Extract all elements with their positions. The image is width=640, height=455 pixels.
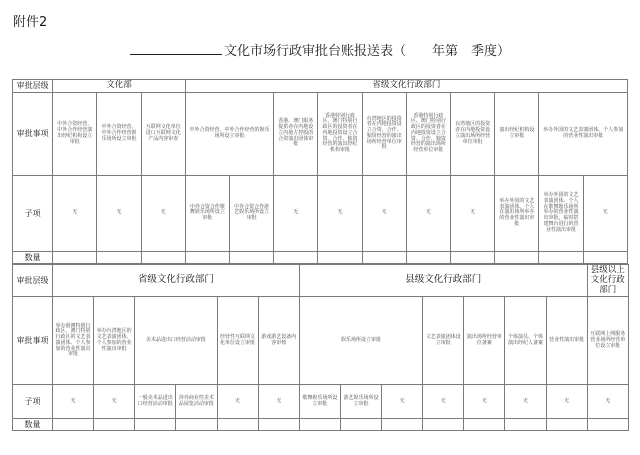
sub-cell: 无 [318,175,362,251]
matter-cell: 个体演员、个体演出经纪人备案 [505,297,546,385]
sub-cell: 中外合资合作歌舞娱乐场所设立审批 [185,175,229,251]
matter-cell: 香港特别行政区、澳门特别行政区的投资者在内地投资设立合资、合作、独资经营的演出场所经营单位审批 [406,92,450,175]
row-label-matter: 审批事项 [13,92,53,175]
sub-cell: 无 [546,385,587,419]
row-label-sub: 子项 [13,385,53,419]
count-cell[interactable] [546,419,587,431]
sub-cell: 无 [464,385,505,419]
row-label-matter: 审批事项 [13,297,53,385]
ledger-table-1 [12,79,628,264]
count-cell[interactable] [587,419,628,431]
sub-cell: 无 [583,175,627,251]
sub-cell: 无 [97,175,141,251]
sub-cell: 无 [382,385,423,419]
count-cell[interactable] [176,419,217,431]
matter-cell: 台湾地区的投资者在内地投资设立演出场所经营单位审批 [451,92,495,175]
count-cell[interactable] [464,419,505,431]
matter-cell: 互联网文化单位进口互联网文化产品内容审查 [141,92,185,175]
count-cell[interactable] [495,251,539,263]
count-cell[interactable] [406,251,450,263]
matter-cell: 演出场所经营单位备案 [464,297,505,385]
sub-cell: 举办外国的文艺表演团体、个人在演出场所举办的营业性演出审批 [495,175,539,251]
sub-cell: 无 [423,385,464,419]
sub-cell: 一般美术品进出口经营活动审批 [135,385,176,419]
sub-cell: 无 [53,175,97,251]
matter-cell: 营业性演出审批 [546,297,587,385]
sub-cell: 无 [587,385,628,419]
count-cell[interactable] [299,419,340,431]
row-label-count: 数量 [13,419,53,431]
count-cell[interactable] [451,251,495,263]
group-county: 县级文化行政部门 [299,265,587,297]
title-blank-line [130,42,222,55]
matter-cell: 中外合资经营、中外合作经营娱乐场所设立审批 [97,92,141,175]
title-text: 文化市场行政审批台账报送表（ 年第 季度） [223,44,510,59]
sub-cell: 游艺娱乐场所设立审批 [340,385,381,419]
ledger-table-2 [12,264,629,431]
matter-cell: 游戏游艺设备内容审核 [258,297,299,385]
row-label-level: 审批层级 [13,80,53,93]
matter-cell: 香港、澳门服务提供者在内地设立内地方控股的合资演出团体审批 [274,92,318,175]
sub-cell: 无 [362,175,406,251]
matter-cell: 互联网上网服务营业场所经营单位设立审批 [587,297,628,385]
matter-cell: 举办港澳特别行政区、澳门特别行政区的文艺表演团体、个人参加的营业性演出审批 [53,297,94,385]
matter-cell: 演出经纪机构设立审批 [495,92,539,175]
sub-cell: 歌舞娱乐场所设立审批 [299,385,340,419]
sub-cell: 无 [53,385,94,419]
matter-cell: 举办台湾地区的文艺表演团体、个人参加的营业性演出审批 [94,297,135,385]
row-label-count: 数量 [13,251,53,263]
annex-label: 附件2 [13,15,48,30]
sub-cell: 无 [94,385,135,419]
count-cell[interactable] [141,251,185,263]
group-provincial: 省级文化行政部门 [185,80,627,93]
count-cell[interactable] [539,251,583,263]
count-cell[interactable] [53,251,97,263]
count-cell[interactable] [53,419,94,431]
matter-cell: 中外合资经营、中外合作经营演出经纪机构设立审批 [53,92,97,175]
sub-cell: 涉外商业性美术品展览活动审批 [176,385,217,419]
count-cell[interactable] [274,251,318,263]
matter-cell: 台湾地区的投资者在内地投资设立合资、合作、独资经营的演出场所经营单位审批 [362,92,406,175]
matter-cell: 娱乐场所设立审批 [299,297,422,385]
sub-cell: 无 [406,175,450,251]
matter-cell: 美术品进出口经营活动审批 [135,297,217,385]
row-label-sub: 子项 [13,175,53,251]
group-county-above: 县级以上文化行政部门 [587,265,628,297]
group-provincial: 省级文化行政部门 [53,265,300,297]
count-cell[interactable] [362,251,406,263]
sub-cell: 无 [505,385,546,419]
matter-cell: 经营性互联网文化单位设立审批 [217,297,258,385]
count-cell[interactable] [135,419,176,431]
sub-cell: 无 [274,175,318,251]
matter-cell: 中外合资经营、中外合作经营的娱乐场所设立审批 [185,92,273,175]
count-cell[interactable] [583,251,627,263]
count-cell[interactable] [217,419,258,431]
row-label-level: 审批层级 [13,265,53,297]
count-cell[interactable] [318,251,362,263]
count-cell[interactable] [94,419,135,431]
sub-cell: 举办外国的文艺表演团体、个人在歌舞娱乐场所举办的营业性演出审批，临时搭建舞台进行的营业性演出审批 [539,175,583,251]
matter-cell: 举办外国的文艺表演团体、个人参加的营业性演出审批 [539,92,628,175]
matter-cell: 文艺表演团体设立审批 [423,297,464,385]
count-cell[interactable] [382,419,423,431]
count-cell[interactable] [505,419,546,431]
count-cell[interactable] [258,419,299,431]
sub-cell: 无 [258,385,299,419]
count-cell[interactable] [97,251,141,263]
group-culture-ministry: 文化部 [53,80,186,93]
form-title [0,40,640,59]
count-cell[interactable] [340,419,381,431]
count-cell[interactable] [185,251,229,263]
matter-cell: 香港特别行政区、澳门特别行政区的投资者在内地投资设立合资、合作、独资经营的演出经纪机构审批 [318,92,362,175]
sub-cell: 无 [217,385,258,419]
sub-cell: 中外合资合作游艺娱乐场所设立审批 [230,175,274,251]
sub-cell: 无 [451,175,495,251]
count-cell[interactable] [230,251,274,263]
count-cell[interactable] [423,419,464,431]
sub-cell: 无 [141,175,185,251]
